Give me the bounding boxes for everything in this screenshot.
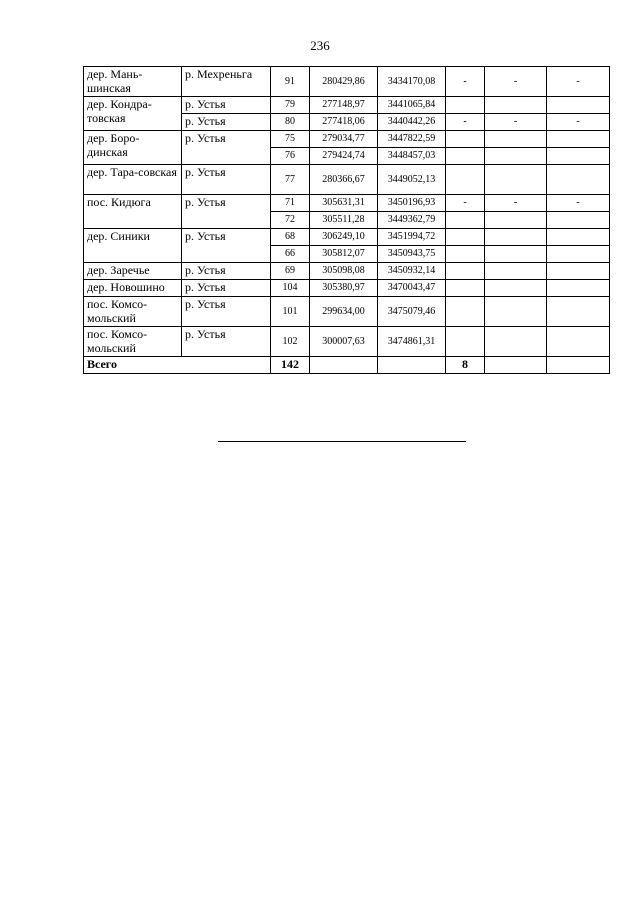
col7-cell: - xyxy=(485,195,547,212)
col7-cell xyxy=(485,165,547,195)
col7-cell xyxy=(485,297,547,327)
coord-x-cell: 280366,67 xyxy=(310,165,378,195)
coord-x-cell: 277418,06 xyxy=(310,114,378,131)
coord-y-cell: 3450943,75 xyxy=(378,246,446,263)
col7-cell xyxy=(485,327,547,357)
settlement-cell: пос. Комсо-мольский xyxy=(84,327,182,357)
coord-y-cell: 3475079,46 xyxy=(378,297,446,327)
empty-cell xyxy=(485,357,547,374)
coord-y-cell: 3450932,14 xyxy=(378,263,446,280)
coord-y-cell: 3470043,47 xyxy=(378,280,446,297)
coord-y-cell: 3447822,59 xyxy=(378,131,446,148)
coord-x-cell: 305631,31 xyxy=(310,195,378,212)
coord-y-cell: 3434170,08 xyxy=(378,67,446,97)
coord-x-cell: 277148,97 xyxy=(310,97,378,114)
col6-cell xyxy=(446,327,485,357)
river-cell: р. Устья xyxy=(182,229,271,263)
river-cell: р. Мехреньга xyxy=(182,67,271,97)
coord-y-cell: 3449052,13 xyxy=(378,165,446,195)
table-row xyxy=(84,229,610,246)
point-number-cell: 68 xyxy=(271,229,310,246)
table-row xyxy=(84,195,610,212)
coord-x-cell: 299634,00 xyxy=(310,297,378,327)
empty-cell xyxy=(378,357,446,374)
coord-x-cell: 279034,77 xyxy=(310,131,378,148)
col6-cell xyxy=(446,280,485,297)
col7-cell: - xyxy=(485,67,547,97)
table-row xyxy=(84,263,610,280)
river-cell: р. Устья xyxy=(182,327,271,357)
col6-cell xyxy=(446,148,485,165)
point-number-cell: 71 xyxy=(271,195,310,212)
col7-cell xyxy=(485,212,547,229)
coord-x-cell: 305380,97 xyxy=(310,280,378,297)
point-number-cell: 91 xyxy=(271,67,310,97)
river-cell: р. Устья xyxy=(182,263,271,280)
col7-cell xyxy=(485,131,547,148)
coord-x-cell: 305511,28 xyxy=(310,212,378,229)
river-cell: р. Устья xyxy=(182,297,271,327)
point-number-cell: 66 xyxy=(271,246,310,263)
table-row xyxy=(84,280,610,297)
coord-x-cell: 279424,74 xyxy=(310,148,378,165)
table-row xyxy=(84,297,610,327)
river-cell: р. Устья xyxy=(182,195,271,229)
coord-y-cell: 3450196,93 xyxy=(378,195,446,212)
col6-cell xyxy=(446,165,485,195)
table-row xyxy=(84,97,610,114)
total-row xyxy=(84,357,610,374)
col6-cell: - xyxy=(446,195,485,212)
river-cell: р. Устья xyxy=(182,165,271,195)
coord-y-cell: 3474861,31 xyxy=(378,327,446,357)
table-row xyxy=(84,67,610,97)
col8-cell xyxy=(547,327,610,357)
col8-cell xyxy=(547,246,610,263)
col7-cell: - xyxy=(485,114,547,131)
col8-cell: - xyxy=(547,114,610,131)
total-label: Всего xyxy=(84,357,271,374)
col6-cell: - xyxy=(446,114,485,131)
total-col6: 8 xyxy=(446,357,485,374)
col8-cell xyxy=(547,212,610,229)
coord-x-cell: 305812,07 xyxy=(310,246,378,263)
col8-cell xyxy=(547,229,610,246)
page-number: 236 xyxy=(310,38,330,53)
point-number-cell: 72 xyxy=(271,212,310,229)
col6-cell xyxy=(446,263,485,280)
settlement-cell: дер. Мань-шинская xyxy=(84,67,182,97)
point-number-cell: 79 xyxy=(271,97,310,114)
river-cell: р. Устья xyxy=(182,114,271,131)
col6-cell xyxy=(446,212,485,229)
total-count: 142 xyxy=(271,357,310,374)
empty-cell xyxy=(547,357,610,374)
settlement-cell: дер. Кондра-товская xyxy=(84,97,182,131)
col6-cell xyxy=(446,97,485,114)
coord-y-cell: 3441065,84 xyxy=(378,97,446,114)
col6-cell: - xyxy=(446,67,485,97)
table-row xyxy=(84,327,610,357)
col6-cell xyxy=(446,297,485,327)
settlement-cell: дер. Новошино xyxy=(84,280,182,297)
coord-x-cell: 300007,63 xyxy=(310,327,378,357)
river-cell: р. Устья xyxy=(182,280,271,297)
settlement-cell: дер. Боро-динская xyxy=(84,131,182,165)
point-number-cell: 77 xyxy=(271,165,310,195)
col6-cell xyxy=(446,246,485,263)
settlement-cell: дер. Тара-совская xyxy=(84,165,182,195)
river-cell: р. Устья xyxy=(182,131,271,165)
col8-cell xyxy=(547,148,610,165)
col7-cell xyxy=(485,97,547,114)
coord-y-cell: 3451994,72 xyxy=(378,229,446,246)
settlement-cell: пос. Комсо-мольский xyxy=(84,297,182,327)
col7-cell xyxy=(485,263,547,280)
table-row xyxy=(84,131,610,148)
coord-x-cell: 306249,10 xyxy=(310,229,378,246)
col8-cell xyxy=(547,165,610,195)
col8-cell: - xyxy=(547,67,610,97)
col7-cell xyxy=(485,280,547,297)
col8-cell xyxy=(547,97,610,114)
settlements-table xyxy=(83,66,610,374)
coord-y-cell: 3448457,03 xyxy=(378,148,446,165)
coord-x-cell: 305098,08 xyxy=(310,263,378,280)
coord-y-cell: 3440442,26 xyxy=(378,114,446,131)
empty-cell xyxy=(310,357,378,374)
settlement-cell: дер. Синики xyxy=(84,229,182,263)
point-number-cell: 75 xyxy=(271,131,310,148)
coord-x-cell: 280429,86 xyxy=(310,67,378,97)
col8-cell xyxy=(547,131,610,148)
closing-rule xyxy=(218,441,466,442)
point-number-cell: 76 xyxy=(271,148,310,165)
point-number-cell: 80 xyxy=(271,114,310,131)
table-row xyxy=(84,165,610,195)
col8-cell: - xyxy=(547,195,610,212)
col7-cell xyxy=(485,246,547,263)
settlement-cell: пос. Кидюга xyxy=(84,195,182,229)
col6-cell xyxy=(446,229,485,246)
point-number-cell: 101 xyxy=(271,297,310,327)
coord-y-cell: 3449362,79 xyxy=(378,212,446,229)
point-number-cell: 104 xyxy=(271,280,310,297)
river-cell: р. Устья xyxy=(182,97,271,114)
settlement-cell: дер. Заречье xyxy=(84,263,182,280)
col8-cell xyxy=(547,280,610,297)
col7-cell xyxy=(485,148,547,165)
point-number-cell: 69 xyxy=(271,263,310,280)
col6-cell xyxy=(446,131,485,148)
col7-cell xyxy=(485,229,547,246)
point-number-cell: 102 xyxy=(271,327,310,357)
col8-cell xyxy=(547,297,610,327)
col8-cell xyxy=(547,263,610,280)
